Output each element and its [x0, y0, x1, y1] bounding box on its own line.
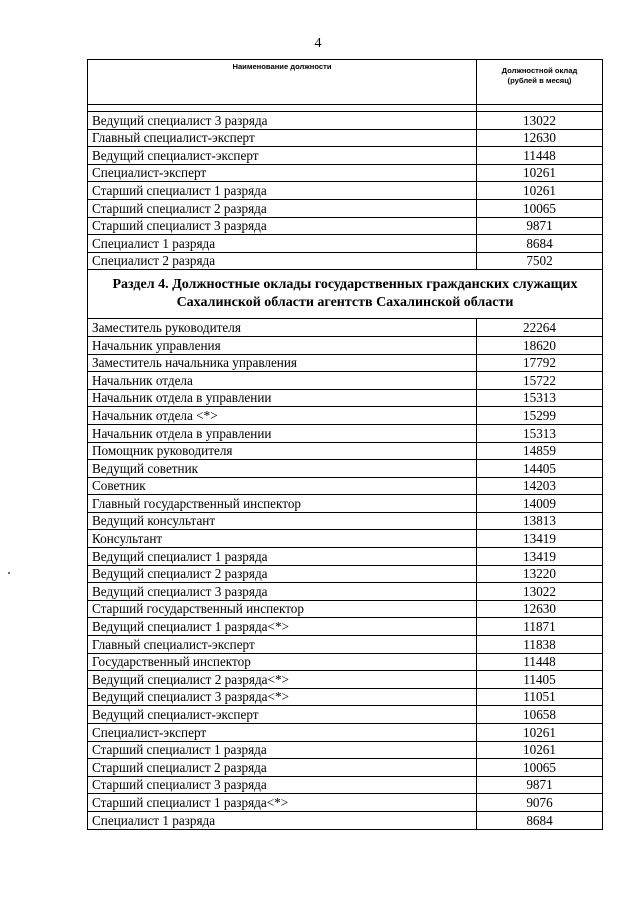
position-name: Ведущий специалист 3 разряда [88, 583, 477, 601]
table-row [88, 147, 603, 165]
table-row [88, 477, 603, 495]
position-name: Заместитель руководителя [88, 319, 477, 337]
salary-value: 14009 [477, 495, 603, 513]
header-salary-line2: (рублей в месяц) [507, 76, 572, 85]
salary-value: 14405 [477, 460, 603, 478]
position-name: Специалист-эксперт [88, 724, 477, 742]
salary-value: 9076 [477, 794, 603, 812]
position-name: Ведущий специалист 3 разряда<*> [88, 688, 477, 706]
table-row [88, 424, 603, 442]
table-row [88, 653, 603, 671]
salary-value: 11405 [477, 671, 603, 689]
position-name: Ведущий консультант [88, 512, 477, 530]
table-row [88, 354, 603, 372]
salary-value: 9871 [477, 217, 603, 235]
header-salary [477, 60, 603, 105]
position-name: Старший специалист 3 разряда [88, 776, 477, 794]
table-row [88, 811, 603, 829]
salary-value: 18620 [477, 336, 603, 354]
salary-value: 12630 [477, 600, 603, 618]
salary-value: 10065 [477, 199, 603, 217]
position-name: Старший специалист 1 разряда [88, 182, 477, 200]
salary-value: 13022 [477, 112, 603, 130]
position-name: Ведущий советник [88, 460, 477, 478]
table-row [88, 460, 603, 478]
section-title-line2: Сахалинской области агентств Сахалинской области [176, 295, 514, 311]
table-row [88, 407, 603, 425]
table-row [88, 112, 603, 130]
table-row [88, 442, 603, 460]
scan-speck [8, 572, 10, 574]
table-row [88, 724, 603, 742]
salary-value: 11871 [477, 618, 603, 636]
salary-value: 8684 [477, 235, 603, 253]
salary-value: 14859 [477, 442, 603, 460]
position-name: Главный государственный инспектор [88, 495, 477, 513]
table-row [88, 759, 603, 777]
position-name: Специалист-эксперт [88, 164, 477, 182]
position-name: Специалист 1 разряда [88, 235, 477, 253]
position-name: Ведущий специалист 2 разряда<*> [88, 671, 477, 689]
table-row [88, 530, 603, 548]
salary-value: 10658 [477, 706, 603, 724]
salary-value: 11448 [477, 653, 603, 671]
table-row [88, 688, 603, 706]
position-name: Государственный инспектор [88, 653, 477, 671]
position-name: Начальник отдела в управлении [88, 389, 477, 407]
table-row [88, 600, 603, 618]
table-row [88, 565, 603, 583]
salary-value: 7502 [477, 252, 603, 270]
position-name: Консультант [88, 530, 477, 548]
position-name: Старший специалист 2 разряда [88, 199, 477, 217]
salary-value: 22264 [477, 319, 603, 337]
table-row [88, 794, 603, 812]
position-name: Начальник отдела в управлении [88, 424, 477, 442]
position-name: Ведущий специалист 2 разряда [88, 565, 477, 583]
table-row [88, 199, 603, 217]
salary-value: 11838 [477, 636, 603, 654]
salary-value: 15313 [477, 389, 603, 407]
salary-value: 10261 [477, 724, 603, 742]
position-name: Специалист 1 разряда [88, 811, 477, 829]
salary-table-body [88, 60, 603, 830]
salary-value: 13813 [477, 512, 603, 530]
salary-value: 13419 [477, 548, 603, 566]
salary-value: 15313 [477, 424, 603, 442]
salary-value: 10261 [477, 182, 603, 200]
table-row [88, 583, 603, 601]
position-name: Ведущий специалист-эксперт [88, 706, 477, 724]
salary-value: 13022 [477, 583, 603, 601]
table-row [88, 706, 603, 724]
position-name: Старший специалист 2 разряда [88, 759, 477, 777]
table-row [88, 512, 603, 530]
section-heading-row [88, 270, 603, 319]
position-name: Старший специалист 1 разряда [88, 741, 477, 759]
table-row [88, 548, 603, 566]
table-row [88, 389, 603, 407]
position-name: Главный специалист-эксперт [88, 636, 477, 654]
position-name: Начальник отдела [88, 372, 477, 390]
position-name: Главный специалист-эксперт [88, 129, 477, 147]
table-row [88, 252, 603, 270]
table-row [88, 372, 603, 390]
salary-value: 15722 [477, 372, 603, 390]
position-name: Советник [88, 477, 477, 495]
position-name: Ведущий специалист 1 разряда [88, 548, 477, 566]
salary-value: 8684 [477, 811, 603, 829]
position-name: Заместитель начальника управления [88, 354, 477, 372]
salary-value: 10065 [477, 759, 603, 777]
table-row [88, 319, 603, 337]
table-header-row [88, 60, 603, 105]
position-name: Ведущий специалист-эксперт [88, 147, 477, 165]
table-row [88, 164, 603, 182]
position-name: Ведущий специалист 3 разряда [88, 112, 477, 130]
header-salary-line1: Должностной оклад [501, 66, 578, 75]
salary-value: 12630 [477, 129, 603, 147]
table-row [88, 618, 603, 636]
table-row [88, 129, 603, 147]
position-name: Специалист 2 разряда [88, 252, 477, 270]
table-row [88, 495, 603, 513]
table-row [88, 776, 603, 794]
position-name: Ведущий специалист 1 разряда<*> [88, 618, 477, 636]
table-row [88, 636, 603, 654]
salary-value: 9871 [477, 776, 603, 794]
salary-value: 11051 [477, 688, 603, 706]
position-name: Начальник отдела <*> [88, 407, 477, 425]
table-row [88, 336, 603, 354]
page-number: 4 [314, 36, 322, 51]
salary-table [87, 59, 603, 830]
table-row [88, 235, 603, 253]
section-heading [88, 270, 603, 319]
header-position-name: Наименование должности [88, 60, 477, 105]
table-row [88, 217, 603, 235]
position-name: Помощник руководителя [88, 442, 477, 460]
table-row [88, 671, 603, 689]
position-name: Старший специалист 3 разряда [88, 217, 477, 235]
position-name: Старший специалист 1 разряда<*> [88, 794, 477, 812]
position-name: Старший государственный инспектор [88, 600, 477, 618]
salary-value: 14203 [477, 477, 603, 495]
position-name: Начальник управления [88, 336, 477, 354]
header-spacer-row [88, 105, 603, 112]
salary-value: 10261 [477, 741, 603, 759]
salary-value: 13419 [477, 530, 603, 548]
salary-value: 13220 [477, 565, 603, 583]
salary-value: 11448 [477, 147, 603, 165]
salary-value: 15299 [477, 407, 603, 425]
table-row [88, 741, 603, 759]
salary-value: 10261 [477, 164, 603, 182]
table-row [88, 182, 603, 200]
salary-value: 17792 [477, 354, 603, 372]
section-title-line1: Раздел 4. Должностные оклады государственных гражданских служащих [112, 277, 578, 293]
